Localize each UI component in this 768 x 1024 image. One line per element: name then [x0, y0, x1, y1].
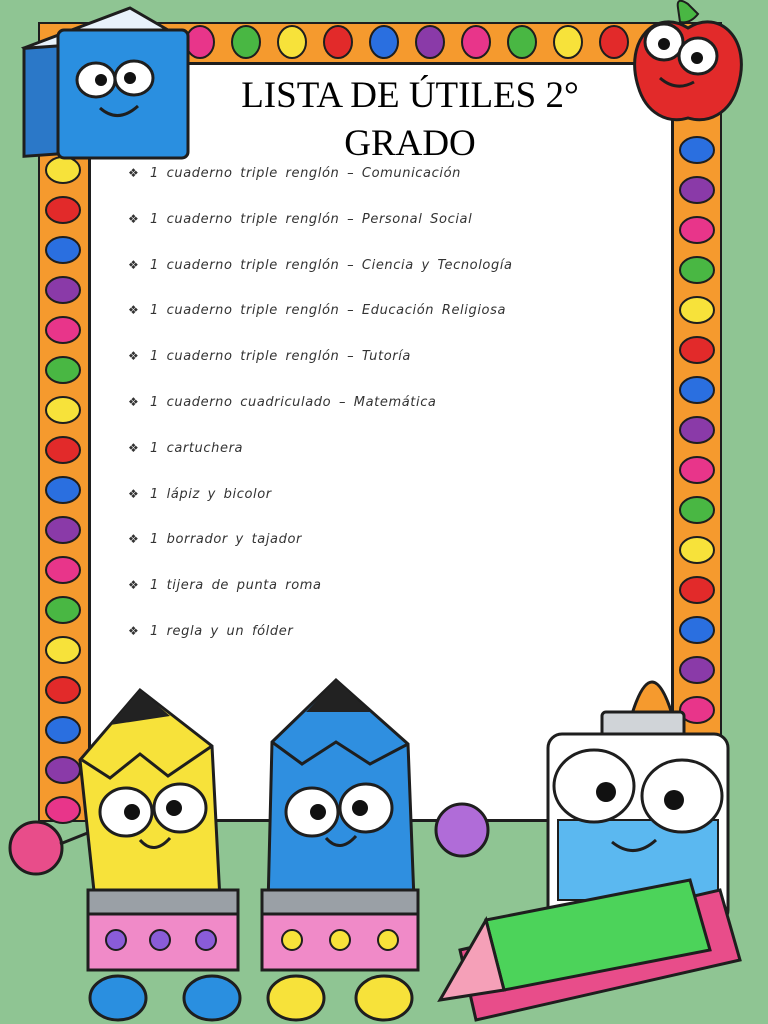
- item-text: 1 tijera de punta roma: [150, 578, 322, 594]
- blue-pencil-character-icon: [262, 680, 488, 1020]
- diamond-bullet-icon: ❖: [128, 578, 140, 593]
- diamond-bullet-icon: ❖: [128, 166, 140, 180]
- diamond-bullet-icon: ❖: [128, 349, 140, 364]
- crayons-icon: [440, 880, 740, 1020]
- item-text: 1 cuaderno triple renglón – Educación Religiosa: [150, 303, 507, 319]
- title-line-1: LISTA DE ÚTILES 2°: [241, 75, 579, 116]
- item-text: 1 regla y un fólder: [150, 623, 294, 639]
- item-text: 1 cuaderno triple renglón – Tutoría: [150, 349, 411, 365]
- diamond-bullet-icon: ❖: [128, 486, 140, 501]
- title-line-2: GRADO: [344, 123, 476, 164]
- item-text: 1 cuaderno triple renglón – Personal Social: [150, 211, 473, 227]
- diamond-bullet-icon: ❖: [128, 440, 140, 455]
- item-text: 1 borrador y tajador: [150, 532, 302, 548]
- apple-character-icon: [635, 1, 742, 120]
- item-text: 1 lápiz y bicolor: [150, 486, 272, 502]
- diamond-bullet-icon: ❖: [128, 623, 140, 638]
- item-text: 1 cartuchera: [150, 440, 244, 456]
- item-text: 1 cuaderno triple renglón – Ciencia y Tecnología: [150, 257, 513, 273]
- diamond-bullet-icon: ❖: [128, 394, 140, 409]
- diamond-bullet-icon: ❖: [128, 532, 140, 547]
- book-character-icon: [24, 8, 188, 158]
- yellow-pencil-character-icon: [10, 690, 240, 1020]
- item-text: 1 cuaderno cuadriculado – Matemática: [150, 394, 437, 410]
- diamond-bullet-icon: ❖: [128, 211, 140, 226]
- item-text: 1 cuaderno triple renglón – Comunicación: [150, 166, 461, 181]
- diamond-bullet-icon: ❖: [128, 303, 140, 318]
- glue-bottle-character-icon: [548, 682, 728, 924]
- diamond-bullet-icon: ❖: [128, 257, 140, 272]
